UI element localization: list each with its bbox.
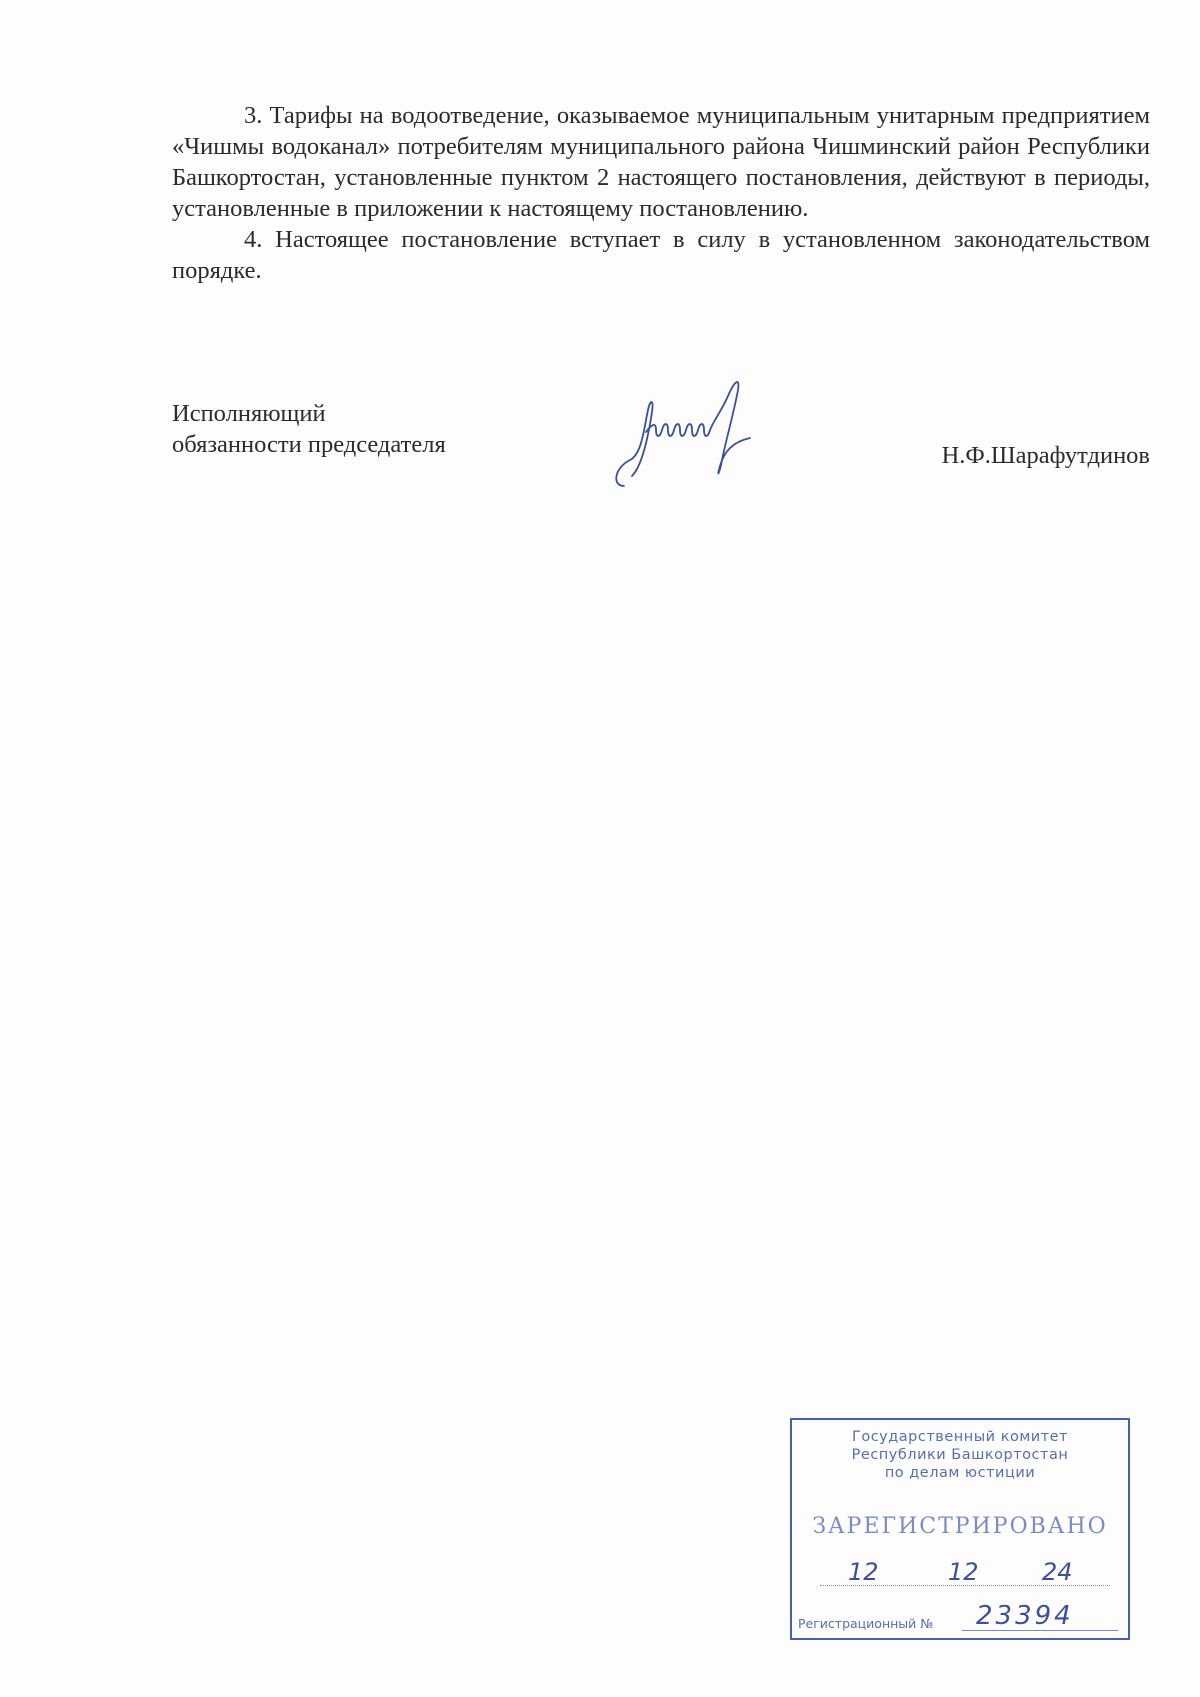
stamp-date-year: 24 xyxy=(1042,1558,1073,1586)
stamp-date-month: 12 xyxy=(948,1558,979,1586)
stamp-status: ЗАРЕГИСТРИРОВАНО xyxy=(812,1514,1108,1539)
paragraph-4: 4. Настоящее постановление вступает в силу в установленном законодательством порядке. xyxy=(172,226,1150,284)
document-body xyxy=(172,100,1150,286)
signer-role xyxy=(172,398,446,460)
handwritten-signature xyxy=(602,368,762,498)
paragraph-3: 3. Тарифы на водоотведение, оказываемое муниципальным унитарным предприятием «Чишмы водоканал» потребителям муниципального района Чишминский район Республики Башкортостан, установленные пунктом 2 настоящего постановления, действуют в периоды, установленные в приложении к настоящему постановлению. xyxy=(172,102,1150,222)
stamp-organization xyxy=(792,1428,1128,1482)
signer-name: Н.Ф.Шарафутдинов xyxy=(941,442,1150,469)
stamp-org-line-1: Государственный комитет xyxy=(851,1429,1068,1445)
stamp-date xyxy=(820,1556,1110,1590)
stamp-reg-number: 23394 xyxy=(976,1601,1074,1631)
stamp-org-line-3: по делам юстиции xyxy=(884,1465,1036,1481)
registration-stamp xyxy=(790,1418,1130,1640)
stamp-org-line-2: Республики Башкортостан xyxy=(851,1447,1069,1463)
stamp-date-day: 12 xyxy=(848,1558,879,1586)
stamp-registration xyxy=(798,1601,1118,1634)
signature-block xyxy=(172,398,1150,508)
signer-role-line-1: Исполняющий xyxy=(172,400,326,427)
signer-role-line-2: обязанности председателя xyxy=(172,431,446,458)
stamp-reg-label: Регистрационный № xyxy=(798,1616,934,1631)
